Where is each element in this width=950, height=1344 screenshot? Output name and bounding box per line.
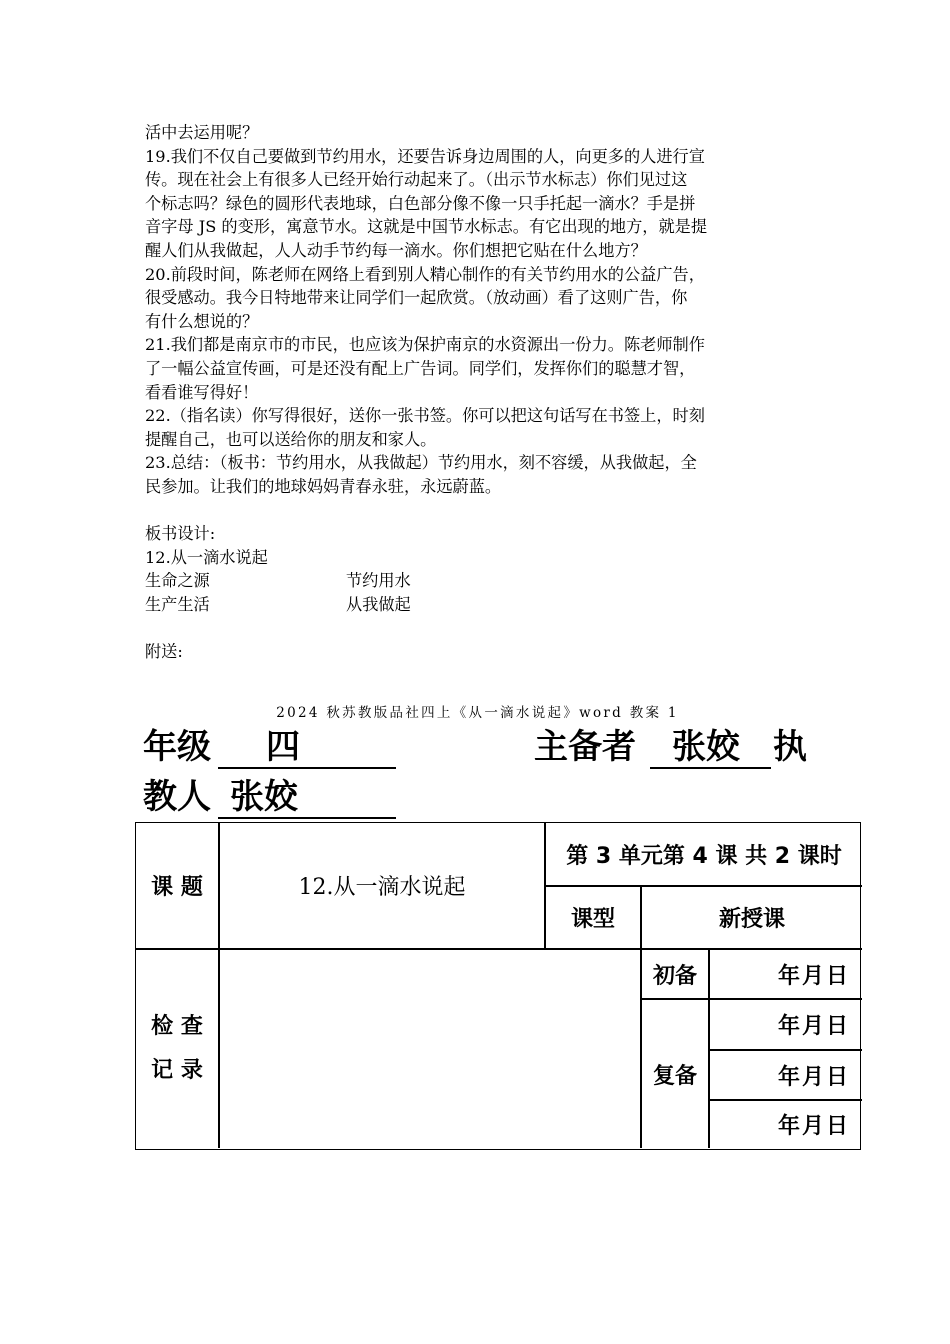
blank-line — [145, 499, 810, 523]
grade-value: 四 — [266, 727, 300, 767]
text-line: 20.前段时间，陈老师在网络上看到别人精心制作的有关节约用水的公益广告， — [145, 264, 705, 284]
text-line: 传。现在社会上有很多人已经开始行动起来了。（出示节水标志）你们见过这 — [145, 170, 688, 190]
text-line: 了一幅公益宣传画，可是还没有配上广告词。同学们，发挥你们的聪慧才智， — [145, 358, 696, 378]
document-subtitle: 2024 秋苏教版品社四上《从一滴水说起》word 教案 1 — [276, 705, 679, 721]
check-label-line: 检 查 — [151, 1014, 203, 1039]
check-record-label — [136, 950, 218, 1148]
grade-label: 年级 — [143, 727, 211, 767]
text-line: 22.（指名读）你写得很好，送你一张书签。你可以把这句话写在书签上，时刻 — [145, 406, 705, 426]
unit-info: 第 3 单元第 4 课 共 2 课时 — [566, 843, 842, 869]
topic-label: 课 题 — [151, 875, 203, 900]
board-cell-right: 节约用水 — [346, 571, 411, 591]
lesson-body — [145, 121, 810, 664]
board-title: 12.从一滴水说起 — [145, 547, 268, 567]
text-line: 醒人们从我做起，人人动手节约每一滴水。你们想把它贴在什么地方？ — [145, 240, 647, 260]
board-cell-left: 生命之源 — [145, 571, 210, 591]
preparer-label: 主备者 — [534, 727, 636, 767]
review-date-3: 年月日 — [777, 1114, 850, 1139]
preparer-value: 张姣 — [672, 727, 740, 767]
topic-value: 12.从一滴水说起 — [298, 875, 466, 900]
text-line: 23.总结：（板书：节约用水，从我做起）节约用水，刻不容缓，从我做起，全 — [145, 453, 697, 473]
text-line: 19.我们不仅自己要做到节约用水，还要告诉身边周围的人，向更多的人进行宣 — [145, 146, 705, 166]
review-prep-label: 复备 — [652, 1063, 697, 1089]
check-record-area — [220, 950, 640, 1148]
review-date-2: 年月日 — [777, 1064, 850, 1090]
board-row — [145, 569, 810, 593]
text-line: 21.我们都是南京市的市民，也应该为保护南京的水资源出一份力。陈老师制作 — [145, 335, 705, 355]
initial-prep-label: 初备 — [652, 963, 697, 989]
text-line: 很受感动。我今日特地带来让同学们一起欣赏。（放动画）看了这则广告，你 — [145, 288, 688, 308]
attachment-label: 附送: — [145, 642, 183, 662]
text-line: 看看谁写得好！ — [145, 382, 259, 402]
teacher-label-start: 执 — [773, 727, 807, 767]
blank-line — [145, 616, 810, 640]
teacher-value: 张姣 — [230, 777, 298, 817]
lesson-info-table — [135, 822, 861, 1150]
review-date-1: 年月日 — [777, 1014, 850, 1039]
text-line: 音字母 JS 的变形，寓意节水。这就是中国节水标志。有它出现的地方，就是提 — [145, 217, 708, 237]
text-line: 提醒自己，也可以送给你的朋友和家人。 — [145, 429, 437, 449]
board-row — [145, 593, 810, 617]
record-label-line: 记 录 — [151, 1058, 203, 1083]
preparer-field — [650, 727, 771, 769]
teacher-label-end: 教人 — [143, 777, 211, 817]
board-cell-right: 从我做起 — [346, 594, 411, 614]
board-cell-left: 生产生活 — [145, 594, 210, 614]
text-line: 民参加。让我们的地球妈妈青春永驻，永远蔚蓝。 — [145, 476, 502, 496]
initial-prep-date: 年月日 — [777, 963, 850, 989]
type-label: 课型 — [570, 907, 615, 932]
type-value: 新授课 — [718, 907, 785, 932]
grade-field — [218, 727, 396, 769]
teacher-field — [218, 777, 396, 819]
text-line: 活中去运用呢？ — [145, 123, 259, 142]
text-line: 个标志吗？绿色的圆形代表地球，白色部分像不像一只手托起一滴水？手是拼 — [145, 193, 696, 213]
text-line: 有什么想说的？ — [145, 311, 259, 331]
board-heading: 板书设计: — [145, 524, 216, 544]
